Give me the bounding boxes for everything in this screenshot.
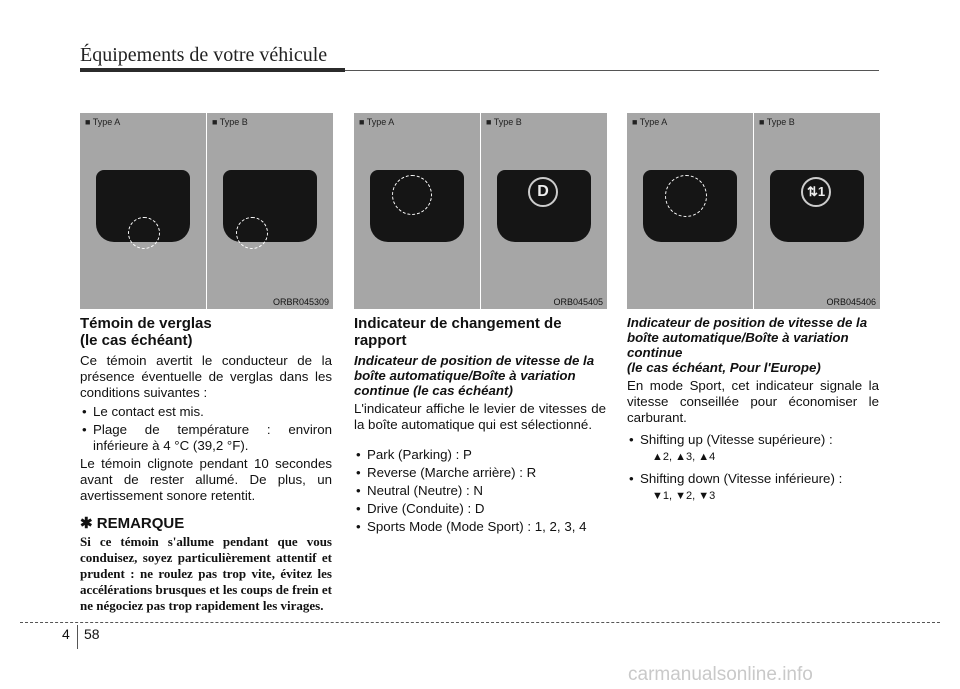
list-item: • Sports Mode (Mode Sport) : 1, 2, 3, 4 — [354, 519, 606, 535]
type-b-label: ■ Type B — [486, 117, 522, 127]
figure-gear-indicator — [354, 113, 607, 309]
type-a-label: ■ Type A — [632, 117, 668, 127]
paragraph: En mode Sport, cet indicateur signale la vitesse conseillée pour économiser le carburant. — [627, 378, 879, 425]
list-item: • Park (Parking) : P — [354, 447, 606, 463]
section-heading: Témoin de verglas (le cas échéant) — [80, 315, 212, 349]
type-b-label: ■ Type B — [212, 117, 248, 127]
gear-shift-display: ⇅1 — [801, 177, 831, 207]
highlight-circle — [392, 175, 432, 215]
footer-rule — [20, 622, 940, 623]
paragraph: Le témoin clignote pendant 10 secondes avant de rester allumé. De plus, un avertissement sonore retentit. — [80, 456, 332, 503]
section-number: 4 — [62, 626, 70, 642]
column-ice-warning — [80, 315, 332, 614]
column-shift-indicator — [627, 315, 879, 506]
list-item: • Neutral (Neutre) : N — [354, 483, 606, 499]
figure-ice-warning — [80, 113, 333, 309]
figure-shift-indicator — [627, 113, 880, 309]
paragraph: Ce témoin avertit le conducteur de la présence éventuelle de verglas dans les conditions suivantes : — [80, 353, 332, 400]
page-header-title: Équipements de votre véhicule — [80, 44, 328, 66]
shift-down-values: ▼1, ▼2, ▼3 — [652, 490, 716, 502]
page-number: 58 — [84, 626, 100, 642]
shift-down-label: Shifting down (Vitesse inférieure) : — [640, 471, 843, 486]
highlight-circle — [128, 217, 160, 249]
figure-code: ORB045405 — [553, 297, 603, 307]
page-number-divider — [77, 625, 78, 649]
note-body: Si ce témoin s'allume pendant que vous conduisez, soyez particulièrement attentif et prudent : ne roulez pas trop vite, évitez les accélérations brusques et les coups de frein et ne négociez pas trop rapidement les virages. — [80, 534, 332, 613]
list-item: • Drive (Conduite) : D — [354, 501, 606, 517]
figure-code: ORBR045309 — [272, 297, 329, 307]
type-a-label: ■ Type A — [359, 117, 395, 127]
figure-code: ORB045406 — [826, 297, 876, 307]
subsection-heading: Indicateur de position de vitesse de la boîte automatique/Boîte à variation continue (le cas échéant) — [354, 353, 595, 398]
paragraph: L'indicateur affiche le levier de vitesses de la boîte automatique qui est sélectionné. — [354, 401, 606, 432]
type-b-label: ■ Type B — [759, 117, 795, 127]
header-bar — [80, 68, 345, 72]
type-a-label: ■ Type A — [85, 117, 121, 127]
list-item — [627, 471, 879, 504]
note-heading: ✱ REMARQUE — [80, 515, 185, 532]
list-item — [627, 432, 879, 465]
column-gear-indicator — [354, 315, 606, 537]
gear-position-display: D — [528, 177, 558, 207]
highlight-circle — [236, 217, 268, 249]
shift-up-values: ▲2, ▲3, ▲4 — [652, 451, 716, 463]
highlight-circle — [665, 175, 707, 217]
subsection-heading: Indicateur de position de vitesse de la boîte automatique/Boîte à variation continue (le cas échéant, Pour l'Europe) — [627, 315, 868, 375]
list-item: • Le contact est mis. — [80, 404, 332, 420]
list-item: • Plage de température : environ inférieure à 4 °C (39,2 °F). — [80, 422, 332, 454]
shift-up-label: Shifting up (Vitesse supérieure) : — [640, 432, 833, 447]
section-heading: Indicateur de changement de rapport — [354, 315, 562, 349]
watermark: carmanualsonline.info — [628, 664, 813, 685]
list-item: • Reverse (Marche arrière) : R — [354, 465, 606, 481]
header-rule — [345, 70, 879, 71]
